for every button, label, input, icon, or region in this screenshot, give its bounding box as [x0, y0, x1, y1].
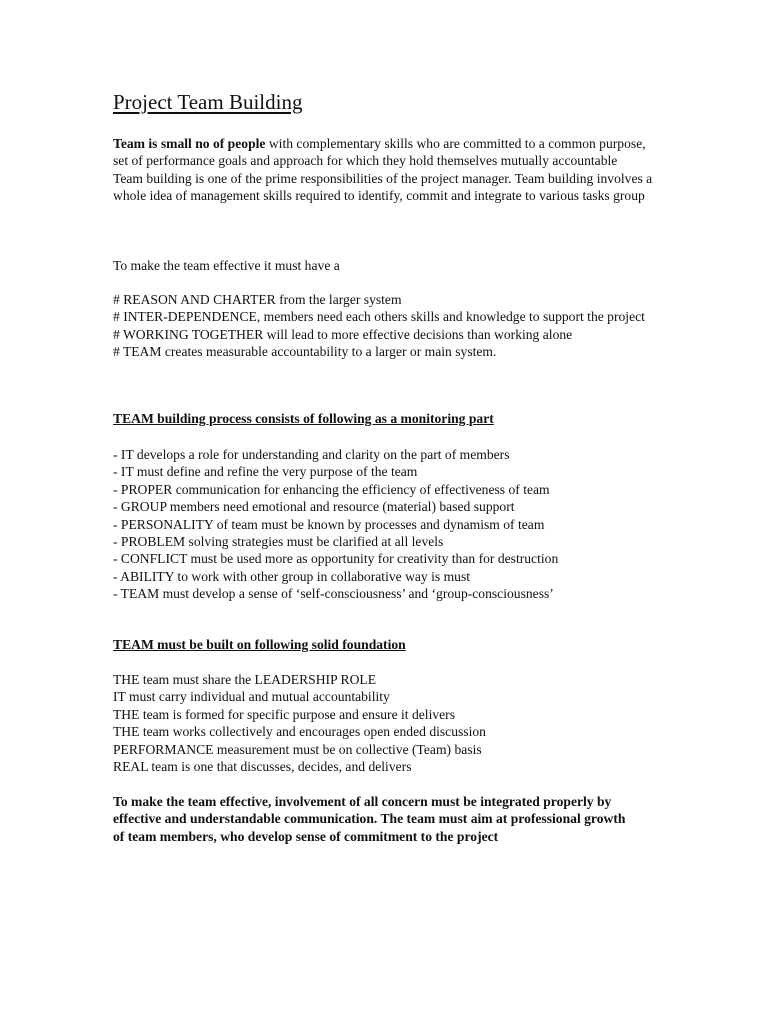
process-list-item: - PROBLEM solving strategies must be clarified at all levels [113, 534, 444, 550]
conclusion-paragraph: To make the team effective, involvement of all concern must be integrated properly by effective and understandable communication. The team must aim at professional growth of team members, who develop sense of commitment to the project [113, 794, 626, 844]
process-list-item: - CONFLICT must be used more as opportunity for creativity than for destruction [113, 551, 559, 567]
foundation-list-item: THE team is formed for specific purpose and ensure it delivers [113, 706, 455, 722]
intro-paragraph-2: Team building is one of the prime responsibilities of the project manager. Team building involves a whole idea of management skills required to identify, commit and integrate to various tasks group [113, 170, 653, 204]
process-list-item: - IT develops a role for understanding and clarity on the part of members [113, 447, 510, 462]
process-list-item: - GROUP members need emotional and resource (material) based support [113, 499, 515, 515]
hash-list-item: # REASON AND CHARTER from the larger system [113, 292, 402, 307]
foundation-list-item: IT must carry individual and mutual accountability [113, 689, 390, 705]
process-list [113, 446, 658, 603]
intro-lead-bold: Team is small no of people [113, 136, 266, 151]
foundation-list [113, 671, 658, 775]
effective-intro: To make the team effective it must have a [113, 258, 340, 273]
hash-list-item: # WORKING TOGETHER will lead to more effective decisions than working alone [113, 326, 573, 342]
foundation-list-item: THE team must share the LEADERSHIP ROLE [113, 672, 377, 687]
process-list-item: - TEAM must develop a sense of ‘self-consciousness’ and ‘group-consciousness’ [113, 586, 554, 602]
foundation-heading: TEAM must be built on following solid foundation [113, 637, 406, 652]
process-list-item: - PROPER communication for enhancing the efficiency of effectiveness of team [113, 481, 550, 497]
hash-list-item: # INTER-DEPENDENCE, members need each others skills and knowledge to support the project [113, 309, 645, 325]
process-heading: TEAM building process consists of following as a monitoring part [113, 411, 494, 426]
hash-list-item: # TEAM creates measurable accountability to a larger or main system. [113, 344, 497, 360]
page-title: Project Team Building [113, 90, 303, 114]
process-list-section [113, 446, 658, 603]
hash-list-section [113, 291, 653, 361]
process-list-item: - ABILITY to work with other group in collaborative way is must [113, 568, 471, 584]
intro-paragraph [113, 135, 658, 170]
foundation-list-item: THE team works collectively and encourages open ended discussion [113, 724, 486, 740]
foundation-list-item: REAL team is one that discusses, decides, and delivers [113, 759, 412, 775]
process-list-item: - PERSONALITY of team must be known by processes and dynamism of team [113, 516, 545, 532]
hash-list [113, 291, 653, 361]
intro-lead-rest: with complementary skills who are committed to a common purpose, set of performance goals and approach for which they hold themselves mutually accountable [113, 136, 646, 169]
process-list-item: - IT must define and refine the very purpose of the team [113, 464, 418, 480]
intro-section [113, 135, 658, 205]
foundation-list-section [113, 671, 658, 775]
foundation-list-item: PERFORMANCE measurement must be on collective (Team) basis [113, 741, 482, 757]
